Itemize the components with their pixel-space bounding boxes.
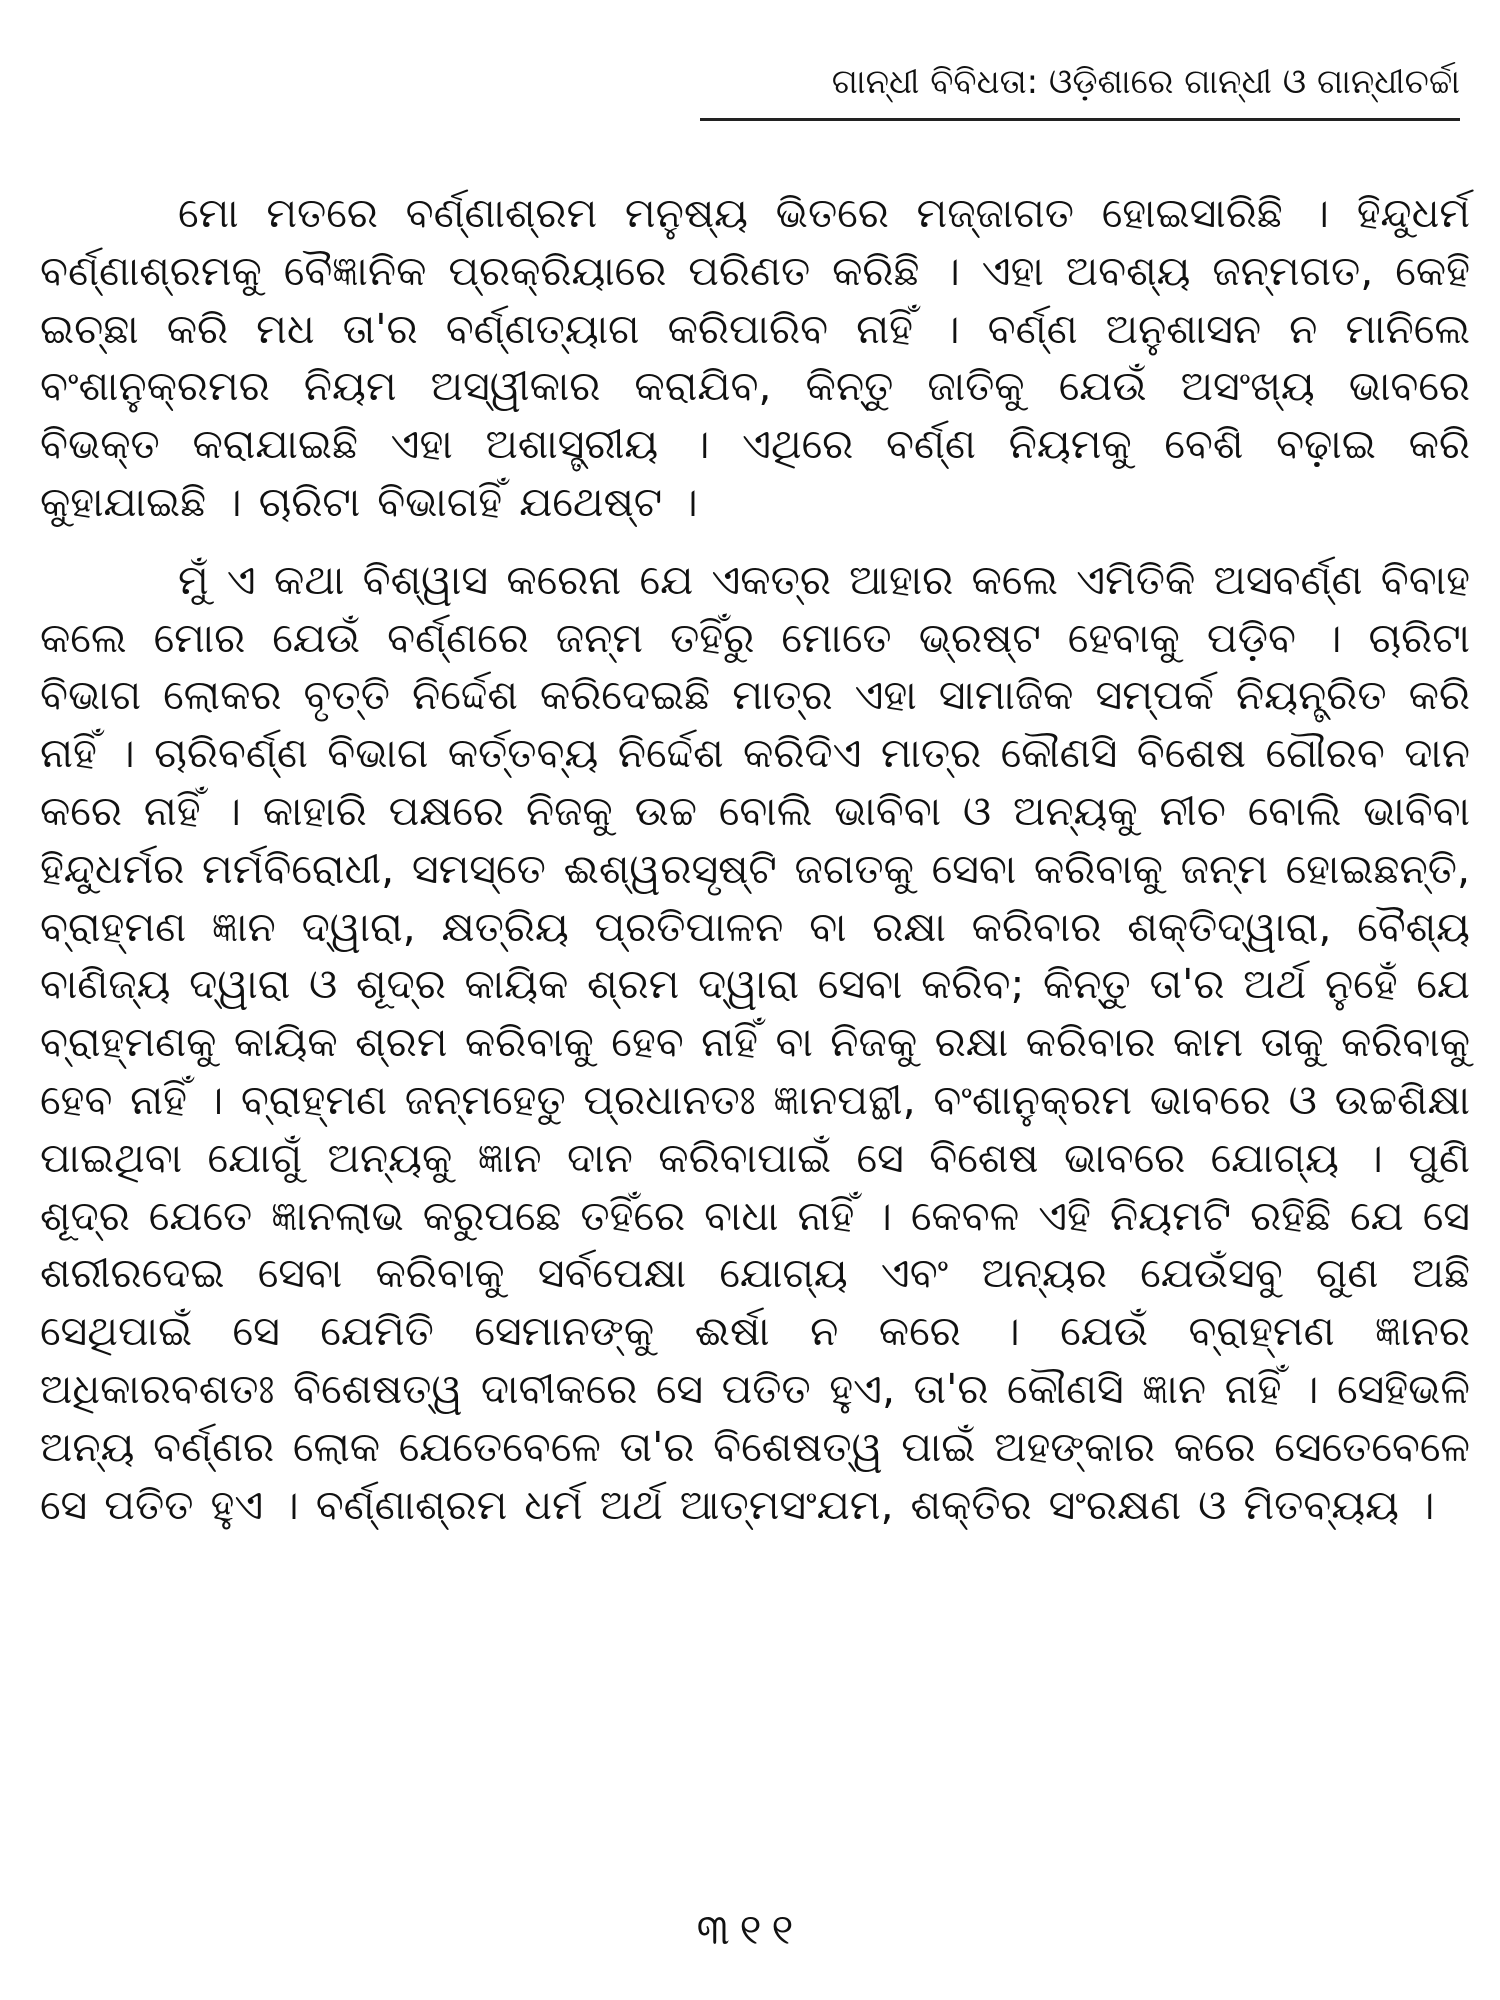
paragraph-2: ମୁଁ ଏ କଥା ବିଶ୍ୱାସ କରେନା ଯେ ଏକତ୍ର ଆହାର କଲେ ଏମିତିକି ଅସବର୍ଣ୍ଣ ବିବାହ କଲେ ମୋର ଯେଉଁ ବର୍ଣ୍ଣରେ ଜନ୍ମ ତହିଁରୁ ମୋତେ ଭ୍ରଷ୍ଟ ହେବାକୁ ପଡ଼ିବ । ଚାରିଟା ବିଭାଗ ଲୋକର ବୃତ୍ତି ନିର୍ଦ୍ଦେଶ କରିଦେଇଛି ମାତ୍ର ଏହା ସାମାଜିକ ସମ୍ପର୍କ ନିୟନ୍ତ୍ରିତ କରି ନାହିଁ । ଚାରିବର୍ଣ୍ଣ ବିଭାଗ କର୍ତ୍ତବ୍ୟ ନିର୍ଦ୍ଦେଶ କରିଦିଏ ମାତ୍ର କୌଣସି ବିଶେଷ ଗୌରବ ଦାନ କରେ ନାହିଁ । କାହାରି ପକ୍ଷରେ ନିଜକୁ ଉଚ୍ଚ ବୋଲି ଭାବିବା ଓ ଅନ୍ୟକୁ ନୀଚ ବୋଲି ଭାବିବା ହିନ୍ଦୁଧର୍ମର ମର୍ମବିରୋଧୀ, ସମସ୍ତେ ଈଶ୍ୱରସୃଷ୍ଟି ଜଗତକୁ ସେବା କରିବାକୁ ଜନ୍ମ ହୋଇଛନ୍ତି, ବ୍ରାହ୍ମଣ ଜ୍ଞାନ ଦ୍ୱାରା, କ୍ଷତ୍ରିୟ ପ୍ରତିପାଳନ ବା ରକ୍ଷା କରିବାର ଶକ୍ତିଦ୍ୱାରା, ବୈଶ୍ୟ ବାଣିଜ୍ୟ ଦ୍ୱାରା ଓ ଶୂଦ୍ର କାୟିକ ଶ୍ରମ ଦ୍ୱାରା ସେବା କରିବ; କିନ୍ତୁ ତା'ର ଅର୍ଥ ନୁହେଁ ଯେ ବ୍ରାହ୍ମଣକୁ କାୟିକ ଶ୍ରମ କରିବାକୁ ହେବ ନାହିଁ ବା ନିଜକୁ ରକ୍ଷା କରିବାର କାମ ତାକୁ କରିବାକୁ ହେବ ନାହିଁ । ବ୍ରାହ୍ମଣ ଜନ୍ମହେତୁ ପ୍ରଧାନତଃ ଜ୍ଞାନପନ୍ଥୀ, ବଂଶାନୁକ୍ରମ ଭାବରେ ଓ ଉଚ୍ଚଶିକ୍ଷା ପାଇଥିବା ଯୋଗୁଁ ଅନ୍ୟକୁ ଜ୍ଞାନ ଦାନ କରିବାପାଇଁ ସେ ବିଶେଷ ଭାବରେ ଯୋଗ୍ୟ । ପୁଣି ଶୂଦ୍ର ଯେତେ ଜ୍ଞାନଲାଭ କରୁପଛେ ତହିଁରେ ବାଧା ନାହିଁ । କେବଳ ଏହି ନିୟମଟି ରହିଛି ଯେ ସେ ଶରୀରଦେଇ ସେବା କରିବାକୁ ସର୍ବପେକ୍ଷା ଯୋଗ୍ୟ ଏବଂ ଅନ୍ୟର ଯେଉଁସବୁ ଗୁଣ ଅଛି ସେଥିପାଇଁ ସେ ଯେମିତି ସେମାନଙ୍କୁ ଈର୍ଷା ନ କରେ । ଯେଉଁ ବ୍ରାହ୍ମଣ ଜ୍ଞାନର ଅଧିକାରବଶତଃ ବିଶେଷତ୍ୱ ଦାବୀକରେ ସେ ପତିତ ହୁଏ, ତା'ର କୌଣସି ଜ୍ଞାନ ନାହିଁ । ସେହିଭଳି ଅନ୍ୟ ବର୍ଣ୍ଣର ଲୋକ ଯେତେବେଳେ ତା'ର ବିଶେଷତ୍ୱ ପାଇଁ ଅହଙ୍କାର କରେ ସେତେବେଳେ ସେ ପତିତ ହୁଏ । ବର୍ଣ୍ଣାଶ୍ରମ ଧର୍ମ ଅର୍ଥ ଆତ୍ମସଂଯମ, ଶକ୍ତିର ସଂରକ୍ଷଣ ଓ ମିତବ୍ୟୟ । (40, 555, 1470, 1529)
page-number: ୩୧୧ (696, 1905, 804, 1954)
running-head-title: ଗାନ୍ଧୀ ବିବିଧତା: ଓଡ଼ିଶାରେ ଗାନ୍ଧୀ ଓ ଗାନ୍ଧୀଚର୍ଚ୍ଚା (831, 62, 1460, 102)
running-head-rule (700, 118, 1460, 121)
paragraph-1: ମୋ ମତରେ ବର୍ଣ୍ଣାଶ୍ରମ ମନୁଷ୍ୟ ଭିତରେ ମଜ୍ଜାଗତ ହୋଇସାରିଛି । ହିନ୍ଦୁଧର୍ମ ବର୍ଣ୍ଣାଶ୍ରମକୁ ବୈଜ୍ଞାନିକ ପ୍ରକ୍ରିୟାରେ ପରିଣତ କରିଛି । ଏହା ଅବଶ୍ୟ ଜନ୍ମଗତ, କେହି ଇଚ୍ଛା କରି ମଧ ତା'ର ବର୍ଣ୍ଣତ୍ୟାଗ କରିପାରିବ ନାହିଁ । ବର୍ଣ୍ଣ ଅନୁଶାସନ ନ ମାନିଲେ ବଂଶାନୁକ୍ରମର ନିୟମ ଅସ୍ୱୀକାର କରାଯିବ, କିନ୍ତୁ ଜାତିକୁ ଯେଉଁ ଅସଂଖ୍ୟ ଭାବରେ ବିଭକ୍ତ କରାଯାଇଛି ଏହା ଅଶାସ୍ତ୍ରୀୟ । ଏଥିରେ ବର୍ଣ୍ଣ ନିୟମକୁ ବେଶି ବଢ଼ାଇ କରି କୁହାଯାଇଛି । ଚାରିଟା ବିଭାଗହିଁ ଯଥେଷ୍ଟ । (40, 189, 1470, 526)
page-body (40, 185, 1470, 1554)
